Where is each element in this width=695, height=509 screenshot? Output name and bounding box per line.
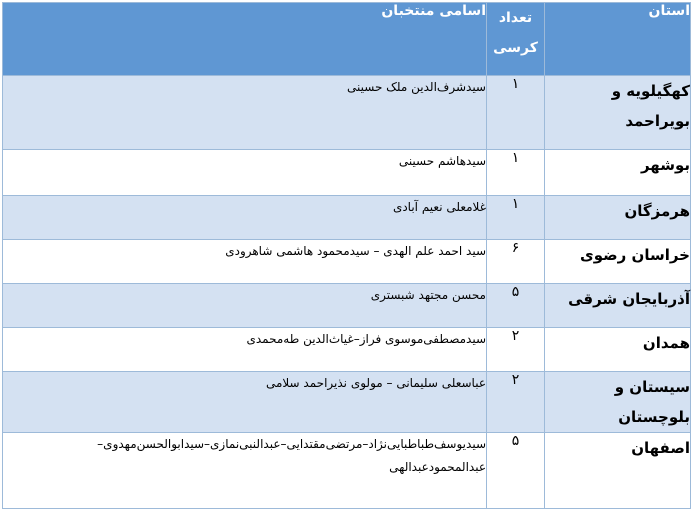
province-cell: بوشهر	[545, 150, 691, 196]
seats-cell: ۱	[487, 76, 545, 150]
seats-cell: ۲	[487, 372, 545, 433]
table-row	[3, 433, 691, 509]
names-cell: عباسعلی سلیمانی – مولوی نذیراحمد سلامی	[3, 372, 487, 433]
table-row	[3, 284, 691, 328]
names-cell: غلامعلی نعیم آبادی	[3, 196, 487, 240]
seats-cell: ۱	[487, 196, 545, 240]
names-cell: سیدیوسف‌طباطبایی‌نژاد–مرتضی‌مقتدایی–عبدالنبی‌نمازی–سیدابوالحسن‌مهدوی–عبدالمحمودعبدالهی	[3, 433, 487, 509]
table-row	[3, 76, 691, 150]
province-cell: کهگیلویه و بویراحمد	[545, 76, 691, 150]
seats-cell: ۶	[487, 240, 545, 284]
table-row	[3, 150, 691, 196]
names-cell: سیدمصطفی‌موسوی فراز–غیاث‌الدین طه‌محمدی	[3, 328, 487, 372]
header-names: اسامی منتخبان	[3, 3, 487, 76]
province-cell: خراسان رضوی	[545, 240, 691, 284]
seats-cell: ۲	[487, 328, 545, 372]
names-cell: سیدشرف‌الدین ملک حسینی	[3, 76, 487, 150]
table-header-row	[3, 3, 691, 76]
province-cell: سیستان و بلوچستان	[545, 372, 691, 433]
table-row	[3, 328, 691, 372]
province-cell: آذربایجان شرقی	[545, 284, 691, 328]
table-row	[3, 240, 691, 284]
province-cell: اصفهان	[545, 433, 691, 509]
header-seats: تعداد کرسی	[487, 3, 545, 76]
names-cell: سید احمد علم الهدی – سیدمحمود هاشمی شاهرودی	[3, 240, 487, 284]
seats-cell: ۵	[487, 284, 545, 328]
seats-cell: ۵	[487, 433, 545, 509]
electees-table	[2, 2, 691, 509]
table-row	[3, 372, 691, 433]
names-cell: سیدهاشم حسینی	[3, 150, 487, 196]
names-cell: محسن مجتهد شبستری	[3, 284, 487, 328]
table-row	[3, 196, 691, 240]
province-cell: همدان	[545, 328, 691, 372]
header-province: استان	[545, 3, 691, 76]
seats-cell: ۱	[487, 150, 545, 196]
province-cell: هرمزگان	[545, 196, 691, 240]
